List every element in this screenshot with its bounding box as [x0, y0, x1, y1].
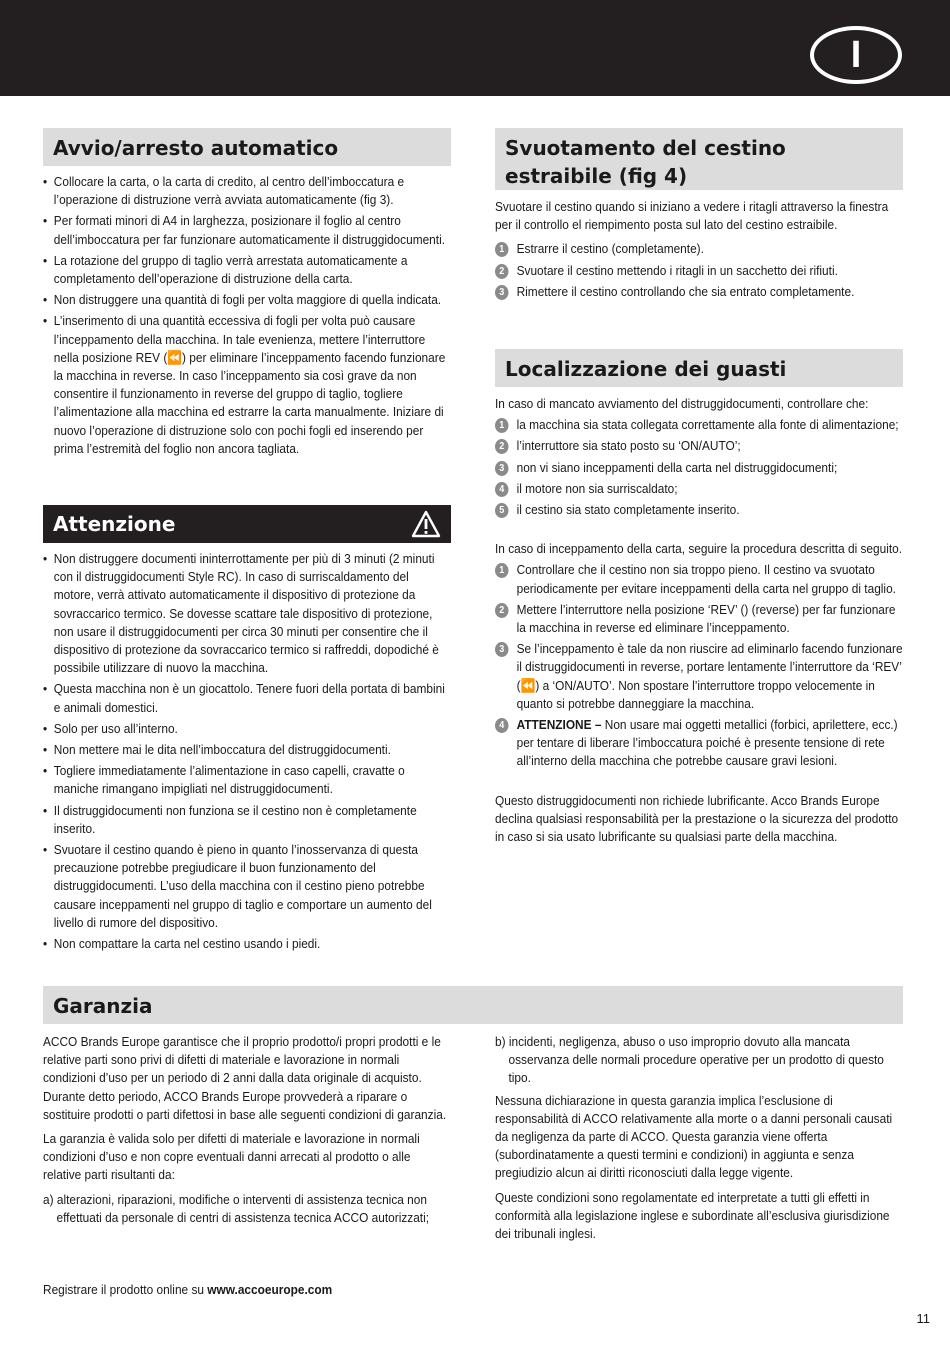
avvio-bullet-list: [43, 173, 451, 458]
list-item: [495, 459, 903, 477]
garanzia-paragraph: Queste condizioni sono regolamentate ed interpretate a tutti gli effetti in conformità alla legislazione inglese e subordinate all’esclusiva giurisdizione dei tribunali inglesi.: [495, 1189, 890, 1242]
step-number-badge: 2: [495, 603, 509, 618]
list-item: [495, 262, 903, 280]
guasti-heading: Localizzazione dei guasti: [495, 349, 903, 387]
svuotamento-steps: [495, 240, 903, 301]
step-text: Mettere l’interruttore nella posizione ‘REV’ () (reverse) per far funzionare la macchina in reverse ed eliminare l’inceppamento.: [516, 601, 896, 636]
step-number-badge: 2: [495, 439, 509, 454]
garanzia-exclusions-cont: [495, 1033, 903, 1088]
svuotamento-section: [495, 128, 903, 304]
step-number-badge: 1: [495, 418, 509, 433]
step-text: Estrarre il cestino (completamente).: [516, 241, 704, 257]
list-item: [495, 561, 903, 597]
list-item: [495, 480, 903, 498]
list-item: • La rotazione del gruppo di taglio verrà arrestata automaticamente a completamento dell’operazione di distruzione della carta.: [43, 252, 451, 288]
step-number-badge: 4: [495, 482, 509, 497]
step-text: Svuotare il cestino mettendo i ritagli in un sacchetto dei rifiuti.: [516, 262, 838, 278]
step-number-badge: 4: [495, 718, 509, 733]
top-bar: [0, 0, 950, 96]
list-item: a) alterazioni, riparazioni, modifiche o interventi di assistenza tecnica non effettuati da personale di centri di assistenza tecnica ACCO autorizzati;: [43, 1191, 430, 1225]
garanzia-paragraph: Nessuna dichiarazione in questa garanzia implica l’esclusione di responsabilità di ACCO relativamente alla morte o a danni personali causati da negligenza da parte di ACCO. Questa garanzia viene offerta (subordinatamente a questi termini e condizioni) in aggiunta e senza pregiudizio alcun ai diritti riconosciuti dalla legge vigente.: [495, 1092, 893, 1181]
guasti-intro: In caso di mancato avviamento del distruggidocumenti, controllare che:: [495, 396, 869, 411]
garanzia-section: [43, 986, 903, 1024]
list-item: • Solo per uso all’interno.: [43, 720, 451, 738]
list-item: [495, 640, 903, 713]
list-item: • Non compattare la carta nel cestino usando i piedi.: [43, 935, 451, 953]
attenzione-title: Attenzione: [53, 512, 176, 536]
warning-triangle-icon: [411, 510, 441, 538]
list-item: [495, 283, 903, 301]
list-item: • Non distruggere documenti ininterrottamente per più di 3 minuti (2 minuti con il distruggidocumenti Style RC). In caso di surriscaldamento del motore, verrà attivato automaticamente il dispositivo di protezione da sovraccarico termico. Se dovesse scattare tale dispositivo di protezione, non usare il distruggidocumenti per circa 30 minuti per consentire che il dispositivo di protezione da sovraccarico termico si raffreddi, dopodiché è possibile utilizzare di nuovo la macchina.: [43, 550, 451, 677]
guasti-section: [495, 349, 903, 846]
step-number-badge: 3: [495, 285, 509, 300]
attenzione-label: ATTENZIONE –: [516, 717, 602, 733]
list-item: • Togliere immediatamente l’alimentazione in caso capelli, cravatte o maniche rimangano impigliati nel distruggidocumenti.: [43, 762, 451, 798]
garanzia-paragraph: La garanzia è valida solo per difetti di materiale e lavorazione in normali condizioni d’uso e non copre eventuali danni arrecati al prodotto o alle relative parti risultanti da:: [43, 1131, 420, 1183]
step-number-badge: 5: [495, 503, 509, 518]
step-text: la macchina sia stata collegata correttamente alla fonte di alimentazione;: [516, 417, 899, 433]
garanzia-right-column: [495, 1033, 903, 1249]
attenzione-heading: [43, 505, 451, 543]
jam-steps: [495, 561, 903, 770]
step-text: il motore non sia surriscaldato;: [516, 480, 678, 496]
garanzia-heading: Garanzia: [43, 986, 903, 1024]
step-text: il cestino sia stato completamente inserito.: [516, 502, 740, 518]
list-item: • L’inserimento di una quantità eccessiva di fogli per volta può causare l’inceppamento della macchina. In tale evenienza, mettere l’interruttore nella posizione REV (⏪) per eliminare l’inceppamento facendo funzionare la macchina in reverse. In caso l’inceppamento sia così grave da non consentire il funzionamento in reverse del gruppo di taglio, togliere l’alimentazione alla macchina ed estrarre la carta manualmente. Iniziare di nuovo l’operazione di distruzione solo con pochi fogli ed inserendo per prima l’estremità del foglio non ancora tagliata.: [43, 312, 451, 458]
step-number-badge: 3: [495, 642, 509, 657]
list-item: • Collocare la carta, o la carta di credito, al centro dell’imboccatura e l’operazione di distruzione verrà avviata automaticamente (fig 3).: [43, 173, 451, 209]
step-text: Non usare mai oggetti metallici (forbici, aprilettere, ecc.) per tentare di liberare l’imboccatura poiché è presente tensione di rete all’interno della macchina che potrebbe causare gravi lesioni.: [516, 717, 898, 769]
list-item: • Non distruggere una quantità di fogli per volta maggiore di quella indicata.: [43, 291, 451, 309]
page-number: 11: [916, 1311, 930, 1326]
step-text: non vi siano inceppamenti della carta nel distruggidocumenti;: [516, 459, 838, 475]
garanzia-left-column: [43, 1033, 451, 1231]
svuotamento-intro: Svuotare il cestino quando si iniziano a vedere i ritagli attraverso la finestra per il controllo el riempimento posta sul lato del cestino estraibile.: [495, 199, 889, 233]
list-item: [495, 416, 903, 434]
step-text: Se l’inceppamento è tale da non riuscire ad eliminarlo facendo funzionare il distruggidocumenti in reverse, portare lentamente l’interruttore da ‘REV’ (⏪) a ‘ON/AUTO’. Non spostare l’interruttore troppo velocemente in quanto si potrebbe danneggiare la macchina.: [516, 641, 903, 711]
step-text: Rimettere il cestino controllando che sia entrato completamente.: [516, 283, 855, 299]
garanzia-exclusions: [43, 1191, 451, 1227]
list-item: [495, 501, 903, 519]
register-text: Registrare il prodotto online su: [43, 1282, 208, 1297]
list-item: [495, 716, 903, 771]
avvio-heading: Avvio/arresto automatico: [43, 128, 451, 166]
jam-intro: In caso di inceppamento della carta, seguire la procedura descritta di seguito.: [495, 541, 903, 557]
step-number-badge: 3: [495, 461, 509, 476]
guasti-checklist: [495, 416, 903, 519]
svuotamento-heading: Svuotamento del cestino estraibile (fig 4): [495, 128, 903, 190]
step-text: Controllare che il cestino non sia troppo pieno. Il cestino va svuotato periodicamente per evitare inceppamenti della carta nel gruppo di taglio.: [516, 562, 896, 596]
garanzia-paragraph: ACCO Brands Europe garantisce che il proprio prodotto/i propri prodotti e le relative parti sono privi di difetti di materiale e lavorazione in normali condizioni d’uso per un periodo di 2 anni dalla data originale di acquisto. Durante detto periodo, ACCO Brands Europe provvederà a riparare o sostituire prodotti o parti difettosi in base alle seguenti condizioni di garanzia.: [43, 1034, 447, 1122]
step-number-badge: 1: [495, 563, 509, 578]
register-link[interactable]: www.accoeurope.com: [207, 1282, 333, 1297]
list-item: • Non mettere mai le dita nell’imboccatura del distruggidocumenti.: [43, 741, 451, 759]
list-item: [495, 437, 903, 455]
list-item: [495, 240, 903, 258]
list-item: [495, 601, 903, 637]
step-number-badge: 2: [495, 264, 509, 279]
register-line: [43, 1281, 364, 1299]
attenzione-section: [43, 505, 451, 956]
avvio-section: [43, 128, 451, 461]
list-item: b) incidenti, negligenza, abuso o uso improprio dovuto alla mancata osservanza delle normali procedure operative per un prodotto di questo tipo.: [495, 1034, 884, 1086]
step-number-badge: 1: [495, 242, 509, 257]
attenzione-bullet-list: [43, 550, 451, 953]
language-badge: I: [810, 26, 902, 84]
list-item: • Svuotare il cestino quando è pieno in quanto l’inosservanza di questa precauzione potrebbe pregiudicare il buon funzionamento del distruggidocumenti. L’uso della macchina con il cestino pieno potrebbe causare inceppamenti nel gruppo di taglio e comportare un aumento del livello di rumore del dispositivo.: [43, 841, 451, 932]
list-item: • Per formati minori di A4 in larghezza, posizionare il foglio al centro dell’imboccatura per far funzionare automaticamente il distruggidocumenti.: [43, 212, 451, 248]
step-text: l’interruttore sia stato posto su ‘ON/AUTO’;: [516, 438, 741, 454]
list-item: • Il distruggidocumenti non funziona se il cestino non è completamente inserito.: [43, 802, 451, 838]
list-item: • Questa macchina non è un giocattolo. Tenere fuori della portata di bambini e animali domestici.: [43, 680, 451, 716]
lubrication-note: Questo distruggidocumenti non richiede lubrificante. Acco Brands Europe declina qualsiasi responsabilità per la prestazione o la sicurezza del prodotto in caso si sia usato lubrificante su qualsiasi parte della macchina.: [495, 792, 899, 845]
